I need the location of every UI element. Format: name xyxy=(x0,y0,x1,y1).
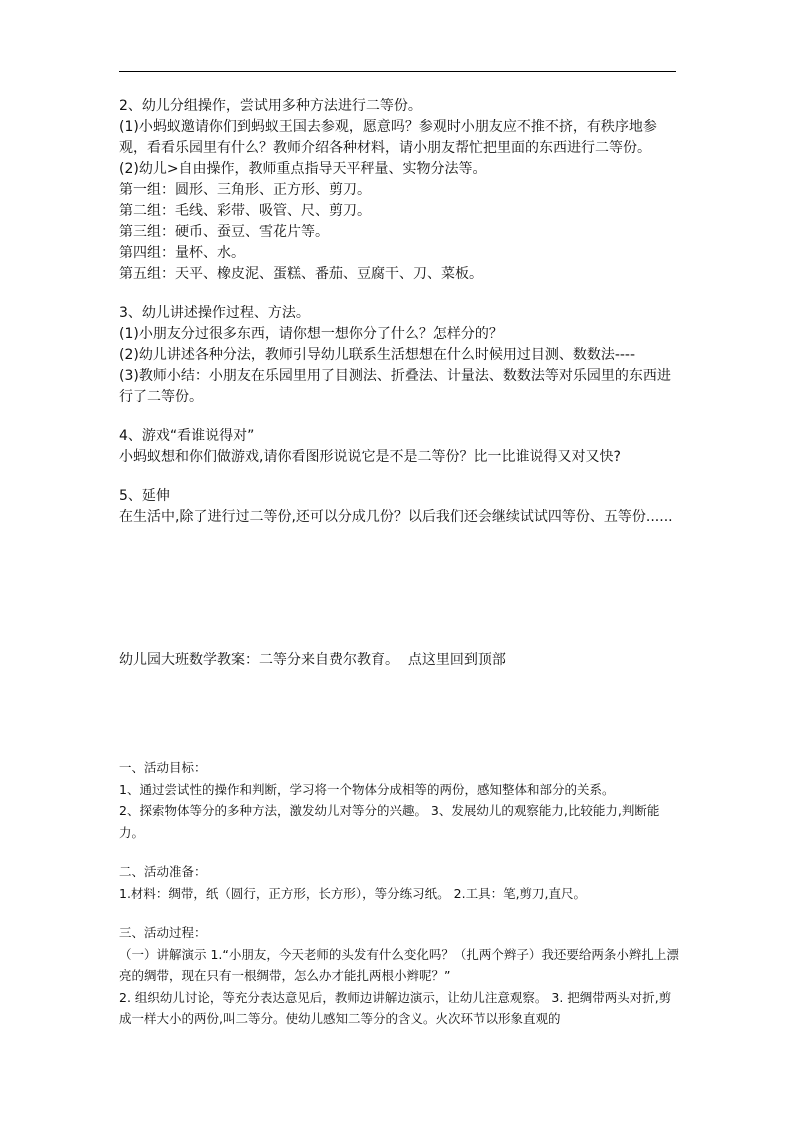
process-step-2-3: 2. 组织幼儿讨论，等充分表达意见后，教师边讲解边演示，让幼儿注意观察。 3. 把绸带两头对折,剪成一样大小的两份,叫二等分。使幼儿感知二等分的含义。火次环节以形象直观的 xyxy=(119,989,672,1026)
step-2-heading: 2、幼儿分组操作，尝试用多种方法进行二等份。 xyxy=(119,98,422,114)
lesson-plan-section xyxy=(119,757,679,1030)
group-2: 第二组：毛线、彩带、吸管、尺、剪刀。 xyxy=(119,203,371,219)
step-3-item-1: (1)小朋友分过很多东西，请你想一想你分了什么？怎样分的？ xyxy=(119,326,503,342)
group-5: 第五组：天平、橡皮泥、蛋糕、番茄、豆腐干、刀、菜板。 xyxy=(119,266,483,282)
header-rule xyxy=(119,71,676,72)
step-4-heading: 4、游戏“看谁说得对” xyxy=(119,428,255,444)
goal-1: 1、通过尝试性的操作和判断，学习将一个物体分成相等的两份，感知整体和部分的关系。 xyxy=(119,781,615,797)
source-text: 幼儿园大班数学教案：二等分来自费尔教育。 xyxy=(119,652,399,668)
group-4: 第四组：量杯、水。 xyxy=(119,245,245,261)
group-1: 第一组：圆形、三角形、正方形、剪刀。 xyxy=(119,182,371,198)
step-5-heading: 5、延伸 xyxy=(119,488,170,504)
step-3-item-3: (3)教师小结：小朋友在乐园里用了目测法、折叠法、计量法、数数法等对乐园里的东西进行了二等份。 xyxy=(119,368,671,405)
prep-heading: 二、活动准备： xyxy=(119,864,207,879)
lesson-steps-section xyxy=(119,96,679,528)
group-3: 第三组：硬币、蚕豆、雪花片等。 xyxy=(119,224,329,240)
step-2-item-1: (1)小蚂蚁邀请你们到蚂蚁王国去参观，愿意吗？参观时小朋友应不推不挤，有秩序地参观，看看乐园里有什么？教师介绍各种材料，请小朋友帮忙把里面的东西进行二等份。 xyxy=(119,119,657,156)
step-3-heading: 3、幼儿讲述操作过程、方法。 xyxy=(119,305,310,321)
back-to-top-link[interactable]: 点这里回到顶部 xyxy=(407,652,506,668)
step-3-item-2: (2)幼儿讲述各种分法，教师引导幼儿联系生活想想在什么时候用过目测、数数法---- xyxy=(119,347,636,363)
step-5-text: 在生活中,除了进行过二等份,还可以分成几份？以后我们还会继续试试四等份、五等份...... xyxy=(119,509,673,525)
process-heading: 三、活动过程： xyxy=(119,925,207,940)
process-step-1: （一）讲解演示 1.“小朋友，今天老师的头发有什么变化吗？（扎两个辫子）我还要给两条小辫扎上漂亮的绸带，现在只有一根绸带，怎么办才能扎两根小辫呢？” xyxy=(119,946,679,983)
goals-heading: 一、活动目标： xyxy=(119,760,207,775)
source-footer xyxy=(119,650,679,670)
step-2-item-2: (2)幼儿>自由操作，教师重点指导天平秤量、实物分法等。 xyxy=(119,161,487,177)
step-4-text: 小蚂蚁想和你们做游戏,请你看图形说说它是不是二等份？比一比谁说得又对又快? xyxy=(119,449,621,465)
prep-materials: 1.材料：绸带，纸（圆行，正方形，长方形），等分练习纸。 2.工具：笔,剪刀,直尺。 xyxy=(119,885,587,901)
goal-2-3: 2、探索物体等分的多种方法，激发幼儿对等分的兴趣。 3、发展幼儿的观察能力,比较能力,判断能力。 xyxy=(119,803,660,840)
